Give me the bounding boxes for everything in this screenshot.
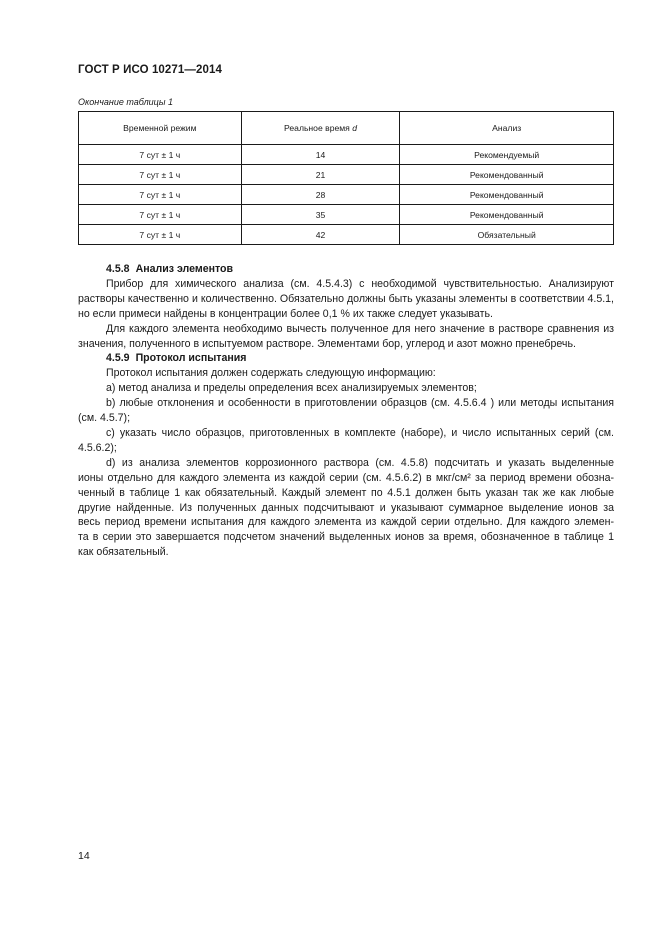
table-cell: 7 сут ± 1 ч <box>79 165 242 185</box>
page-number: 14 <box>78 850 90 862</box>
table-row <box>79 225 614 245</box>
table-caption: Окончание таблицы 1 <box>78 97 173 107</box>
document-header: ГОСТ Р ИСО 10271—2014 <box>78 64 223 76</box>
section-number: 4.5.9 <box>106 352 130 365</box>
column-header-analysis: Анализ <box>400 112 614 145</box>
table-row <box>79 185 614 205</box>
table-cell: Рекомендуемый <box>400 145 614 165</box>
list-item-c: c) указать число образцов, приготовленных в комплекте (наборе), и число испытанных серий (см. 4.5.6.2); <box>78 426 614 454</box>
column-header-time-label: Реальное время <box>284 123 350 133</box>
table-cell: Рекомендованный <box>400 165 614 185</box>
table-cell: 42 <box>241 225 400 245</box>
table-row <box>79 205 614 225</box>
table-cell: 14 <box>241 145 400 165</box>
list-item-a: a) метод анализа и пределы определения всех анализируемых элементов; <box>106 382 477 395</box>
text-line: та в серии это завершается подсчетом значений выделенных ионов за время, обозначенное в таблице 1 <box>78 531 614 544</box>
table-row <box>79 145 614 165</box>
column-header-time-symbol: d <box>352 123 357 133</box>
table-cell: 7 сут ± 1 ч <box>79 145 242 165</box>
text-line: ионы отдельно для каждого элемента из каждой серии (см. 4.5.6.2) в мкг/см² за период времени обозна- <box>78 471 614 484</box>
text-line: другие найденные. Из полученных данных подсчитывают и указывают суммарное выделение ионов за <box>78 501 614 514</box>
section-number: 4.5.8 <box>106 263 130 275</box>
section-title: Анализ элементов <box>135 263 234 275</box>
table-header-row <box>79 112 614 145</box>
table-cell: Рекомендованный <box>400 185 614 205</box>
text-line: как обязательный. <box>78 546 169 559</box>
section-heading-4-5-9 <box>78 351 614 366</box>
column-header-time <box>241 112 400 145</box>
list-item-d <box>78 456 614 560</box>
table-cell: 7 сут ± 1 ч <box>79 205 242 225</box>
data-table <box>78 111 614 245</box>
table-row <box>79 165 614 185</box>
paragraph: Для каждого элемента необходимо вычесть полученное для него значение в растворе сравнения из значения, полученного в испытуемом растворе. Элементами бор, углерод и азот можно пренебречь. <box>78 322 614 350</box>
section-heading-4-5-8 <box>78 262 614 277</box>
document-body <box>78 262 614 560</box>
paragraph: Протокол испытания должен содержать следующую информацию: <box>106 367 436 380</box>
table-cell: Обязательный <box>400 225 614 245</box>
text-line: d) из анализа элементов коррозионного раствора (см. 4.5.8) подсчитать и указать выделенные <box>106 456 614 469</box>
text-line: весь период времени испытания для каждого элемента из каждой серии отдельно. Для каждого элемен- <box>78 516 614 529</box>
table-cell: 35 <box>241 205 400 225</box>
paragraph: Прибор для химического анализа (см. 4.5.4.3) с необходимой чувствительностью. Анализируют растворы качественно и количественно. Обязательно должны быть указаны элементы в соответствии 4.5.1, но если примеси найдены в концентрации более 0,1 % их также следует указывать. <box>78 277 614 320</box>
table-cell: 7 сут ± 1 ч <box>79 225 242 245</box>
column-header-mode: Временной режим <box>79 112 242 145</box>
table-cell: 21 <box>241 165 400 185</box>
text-line: ченный в таблице 1 как обязательный. Каждый элемент по 4.5.1 должен быть указан так же как любые <box>78 486 614 499</box>
section-title: Протокол испытания <box>135 352 247 365</box>
table-cell: 28 <box>241 185 400 205</box>
list-item-b: b) любые отклонения и особенности в приготовлении образцов (см. 4.5.6.4 ) или методы испытания (см. 4.5.7); <box>78 397 614 425</box>
table-cell: Рекомендованный <box>400 205 614 225</box>
table-cell: 7 сут ± 1 ч <box>79 185 242 205</box>
